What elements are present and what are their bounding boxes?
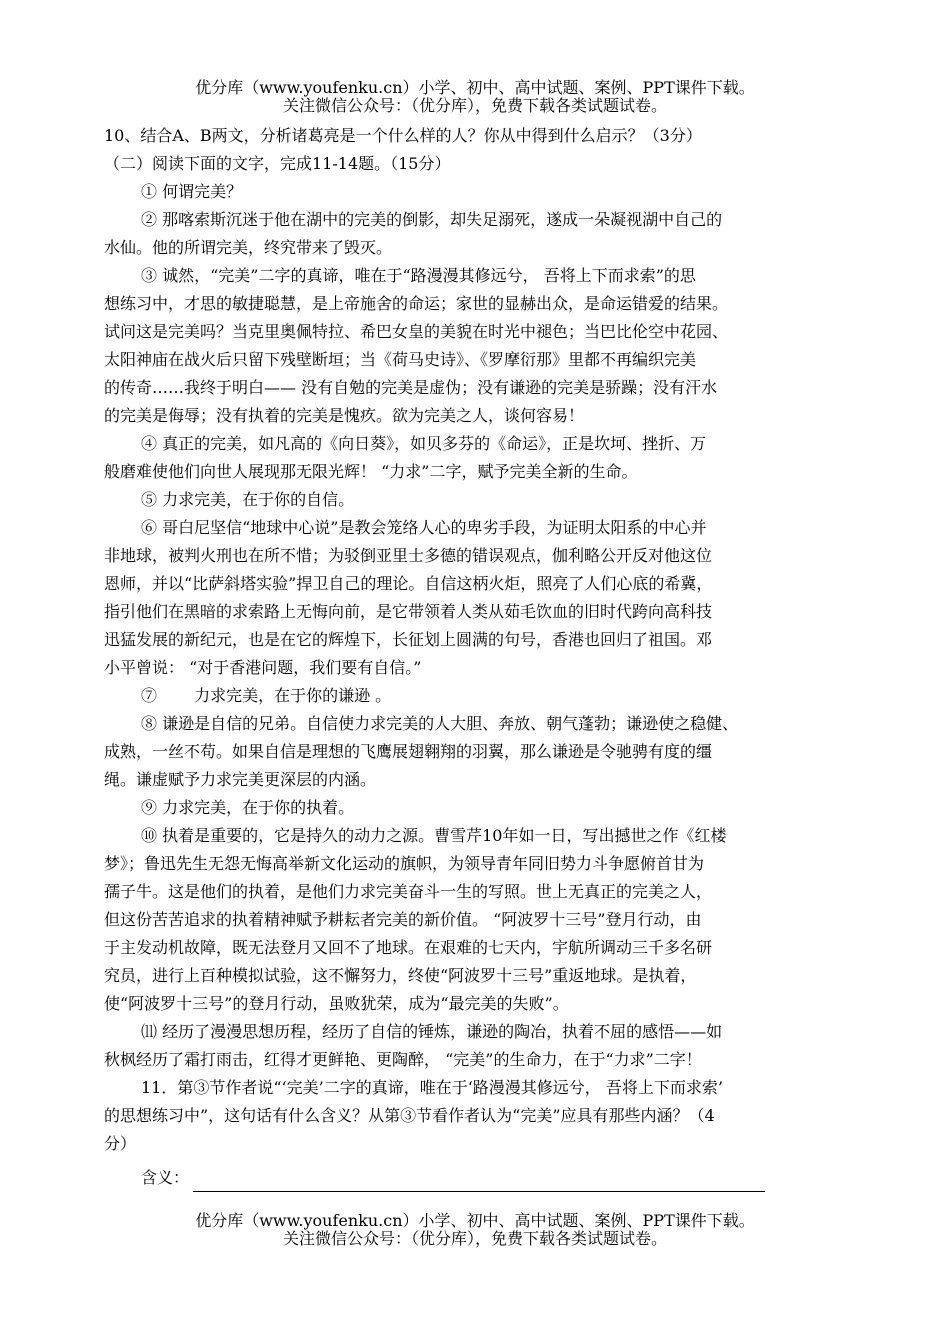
document-body bbox=[104, 122, 842, 1192]
answer-row bbox=[104, 1158, 842, 1192]
passage-line: 非地球，被判火刑也在所不惜；为驳倒亚里士多德的错误观点，伽利略公开反对他这位 bbox=[104, 546, 713, 565]
passage-line: 梦》；鲁迅先生无怨无悔高举新文化运动的旗帜，为领导青年同旧势力斗争愿俯首甘为 bbox=[104, 854, 705, 873]
passage-line: 究员，进行上百种模拟试验，这不懈努力，终使“阿波罗十三号”重返地球。是执着， bbox=[104, 966, 697, 985]
question-10: 10、结合A、B两文，分析诸葛亮是一个什么样的人？你从中得到什么启示？（3分） bbox=[104, 126, 702, 145]
passage-line: ④ 真正的完美，如凡高的《向日葵》，如贝多芬的《命运》，正是坎坷、挫折、万 bbox=[141, 434, 707, 453]
passage-line: ② 那喀索斯沉迷于他在湖中的完美的倒影，却失足溺死，遂成一朵凝视湖中自己的 bbox=[141, 210, 723, 229]
passage-line: 使“阿波罗十三号”的登月行动，虽败犹荣，成为“最完美的失败”。 bbox=[104, 994, 569, 1013]
passage-line: 成熟，一丝不苟。如果自信是理想的飞鹰展翅翱翔的羽翼，那么谦逊是令驰骋有度的缰 bbox=[104, 742, 713, 761]
footer-line-1: 优分库（www.youfenku.cn）小学、初中、高中试题、案例、PPT课件下载。 bbox=[195, 1211, 755, 1230]
passage-line: 小平曾说： “对于香港问题，我们要有自信。” bbox=[104, 658, 422, 677]
question-11 bbox=[104, 1074, 842, 1158]
answer-label: 含义： bbox=[141, 1168, 190, 1187]
question-11-line: 的思想练习中”，这句话有什么含义？从第③节看作者认为“完美”应具有那些内涵？（4 bbox=[104, 1106, 715, 1125]
passage-line: 秋枫经历了霜打雨击，红得才更鲜艳、更陶醉， “完美”的生命力，在于“力求”二字！ bbox=[104, 1050, 702, 1069]
section-heading: （二）阅读下面的文字，完成11-14题。（15分） bbox=[104, 154, 451, 173]
page-header bbox=[0, 79, 950, 115]
passage-line: 恩师，并以“比萨斜塔实验”捍卫自己的理论。自信这柄火炬，照亮了人们心底的希冀， bbox=[104, 574, 713, 593]
passage-line: ⑤ 力求完美，在于你的自信。 bbox=[141, 490, 355, 509]
passage-line: ⑩ 执着是重要的，它是持久的动力之源。曹雪芹10年如一日，写出撼世之作《红楼 bbox=[141, 826, 727, 845]
passage-line: 于主发动机故障，既无法登月又回不了地球。在艰难的七天内，宇航所调动三千多名研 bbox=[104, 938, 713, 957]
passage-line: 太阳神庙在战火后只留下残壁断垣；当《荷马史诗》、《罗摩衍那》里都不再编织完美 bbox=[104, 350, 697, 369]
footer-line-2: 关注微信公众号：（优分库），免费下载各类试题试卷。 bbox=[282, 1229, 667, 1248]
passage-line: 的传奇……我终于明白—— 没有自勉的完美是虚伪；没有谦逊的完美是骄躁；没有汗水 bbox=[104, 378, 718, 397]
passage-line: ③ 诚然，“完美”二字的真谛，唯在于“路漫漫其修远兮， 吾将上下而求索”的思 bbox=[141, 266, 696, 285]
passage-line: 水仙。他的所谓完美，终究带来了毁灭。 bbox=[104, 238, 393, 257]
passage bbox=[104, 178, 842, 1074]
passage-line: 指引他们在黑暗的求索路上无悔向前，是它带领着人类从茹毛饮血的旧时代跨向高科技 bbox=[104, 602, 713, 621]
page-footer bbox=[0, 1212, 950, 1248]
passage-line: 试问这是完美吗？当克里奥佩特拉、希巴女皇的美貌在时光中褪色；当巴比伦空中花园、 bbox=[104, 322, 729, 341]
passage-line: 迅猛发展的新纪元，也是在它的辉煌下，长征划上圆满的句号，香港也回归了祖国。邓 bbox=[104, 630, 713, 649]
passage-line: 的完美是侮辱；没有执着的完美是愧疚。欲为完美之人，谈何容易！ bbox=[104, 406, 585, 425]
question-11-line: 分） bbox=[104, 1134, 137, 1153]
passage-line: ⑨ 力求完美，在于你的执着。 bbox=[141, 798, 355, 817]
passage-line: ① 何谓完美？ bbox=[141, 182, 243, 201]
passage-line: 孺子牛。这是他们的执着，是他们力求完美奋斗一生的写照。世上无真正的完美之人， bbox=[104, 882, 713, 901]
passage-line: ⑧ 谦逊是自信的兄弟。自信使力求完美的人大胆、奔放、朝气蓬勃；谦逊使之稳健、 bbox=[141, 714, 739, 733]
passage-line: 绳。谦虚赋予力求完美更深层的内涵。 bbox=[104, 770, 377, 789]
question-11-line: 11．第③节作者说“‘完美’二字的真谛，唯在于‘路漫漫其修远兮， 吾将上下而求索’ bbox=[141, 1078, 723, 1097]
passage-line: ⑦ 力求完美，在于你的谦逊 。 bbox=[141, 686, 392, 705]
passage-line: 但这份苦苦追求的执着精神赋予耕耘者完美的新价值。 “阿波罗十三号”登月行动，由 bbox=[104, 910, 702, 929]
passage-line: ⑥ 哥白尼坚信“地球中心说”是教会笼络人心的卑劣手段，为证明太阳系的中心并 bbox=[141, 518, 707, 537]
passage-line: 想练习中，才思的敏捷聪慧，是上帝施舍的命运；家世的显赫出众，是命运错爱的结果。 bbox=[104, 294, 729, 313]
passage-line: ⑾ 经历了漫漫思想历程，经历了自信的锤炼，谦逊的陶冶，执着不屈的感悟——如 bbox=[141, 1022, 723, 1041]
passage-line: 般磨难使他们向世人展现那无限光辉！ “力求”二字，赋予完美全新的生命。 bbox=[104, 462, 638, 481]
header-line-2: 关注微信公众号：（优分库），免费下载各类试题试卷。 bbox=[282, 96, 667, 115]
header-line-1: 优分库（www.youfenku.cn）小学、初中、高中试题、案例、PPT课件下载。 bbox=[195, 78, 755, 97]
answer-line[interactable] bbox=[193, 1169, 765, 1192]
